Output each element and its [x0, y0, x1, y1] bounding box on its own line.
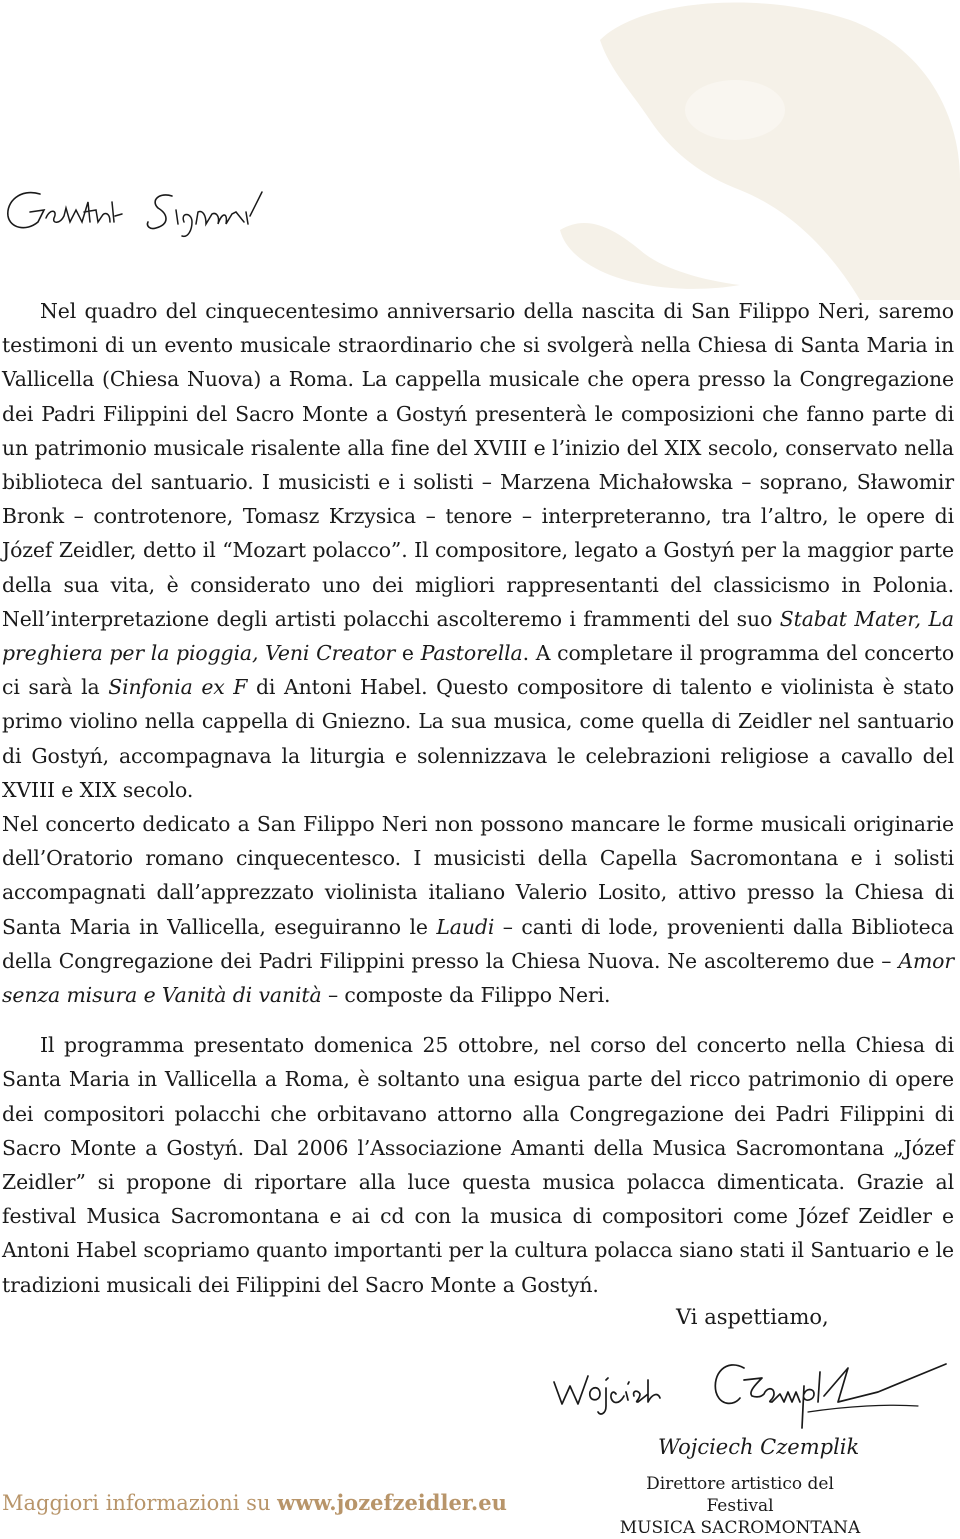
text-run: e — [395, 641, 421, 666]
text-run: – composte da Filippo Neri. — [321, 983, 611, 1008]
signer-name: Wojciech Czemplik — [658, 1435, 860, 1459]
letter-body — [2, 294, 954, 1302]
letter-paragraph-2 — [2, 807, 954, 1012]
signer-role — [610, 1473, 870, 1539]
handwritten-signature — [548, 1350, 948, 1430]
text-run: Amor senza misura e Vanità di vanità — [2, 948, 954, 1008]
text-run: Il programma presentato domenica 25 ottobre, nel corso del concerto nella Chiesa di Santa Maria in Vallicella a Roma, è soltanto una esigua parte del ricco patrimonio di opere dei compositori polacchi che orbitavano attorno alla Congregazione dei Padri Filippini di Sacro Monte a Gostyń. Dal 2006 l’Associazione Amanti della Musica Sacromontana „Józef Zeidler” si propone di riportare alla luce questa musica polacca dimenticata. Grazie al festival Musica Sacromontana e ai cd con la musica di compositori come Józef Zeidler e Antoni Habel scopriamo quanto importanti per la cultura polacca siano stati il Santuario e le tradizioni musicali dei Filippini del Sacro Monte a Gostyń. — [2, 1033, 954, 1297]
closing-line: Vi aspettiamo, — [676, 1305, 829, 1329]
website-link[interactable]: www.jozefzeidler.eu — [277, 1490, 507, 1515]
text-run: . A completare il programma del concerto ci sarà la — [2, 641, 954, 700]
text-run: – canti di lode, provenienti dalla Biblioteca della Congregazione dei Padri Filippini presso la Chiesa Nuova. Ne ascolteremo due – — [2, 914, 954, 973]
footer-prefix: Maggiori informazioni su — [2, 1491, 278, 1515]
signer-role-line-2: MUSICA SACROMONTANA — [619, 1518, 861, 1538]
footer-info — [2, 1490, 507, 1515]
text-run: di Antoni Habel. Questo compositore di talento e violinista è stato primo violino nella cappella di Gniezno. La sua musica, come quella di Zeidler nel santuario di Gostyń, accompagnava la liturgia e solennizzava le celebrazioni religiose a cavallo del XVIII e XIX secolo. — [2, 675, 954, 802]
text-run: Nel concerto dedicato a San Filippo Neri non possono mancare le forme musicali originarie dell’Oratorio romano cinquecentesco. I musicisti della Capella Sacromontana e i solisti accompagnati dall’apprezzato violinista italiano Valerio Losito, attivo presso la Chiesa di Santa Maria in Vallicella, eseguiranno le — [2, 812, 954, 939]
text-run: Pastorella — [420, 641, 523, 666]
signer-role-line-1: Direttore artistico del Festival — [646, 1474, 834, 1516]
handwritten-greeting — [0, 172, 380, 252]
letter-paragraph-3 — [2, 1028, 954, 1302]
text-run: Stabat Mater, La preghiera per la pioggia, Veni Creator — [2, 606, 954, 666]
decorative-portrait-watermark — [0, 0, 960, 300]
text-run: Sinfonia ex F — [108, 675, 248, 700]
letter-paragraph-1 — [2, 294, 954, 807]
text-run: Nel quadro del cinquecentesimo anniversario della nascita di San Filippo Neri, saremo testimoni di un evento musicale straordinario che si svolgerà nella Chiesa di Santa Maria in Vallicella (Chiesa Nuova) a Roma. La cappella musicale che opera presso la Congregazione dei Padri Filippini del Sacro Monte a Gostyń presenterà le composizioni che fanno parte di un patrimonio musicale risalente alla fine del XVIII e l’inizio del XIX secolo, conservato nella biblioteca del santuario. I musicisti e i solisti – Marzena Michałowska – soprano, Sławomir Bronk – controtenore, Tomasz Krzysica – tenore – interpreteranno, tra l’altro, le opere di Józef Zeidler, detto il “Mozart polacco”. Il compositore, legato a Gostyń per la maggior parte della sua vita, è considerato uno dei migliori rappresentanti del classicismo in Polonia. Nell’interpretazione degli artisti polacchi ascolteremo i frammenti del suo — [2, 299, 954, 631]
text-run: Laudi — [436, 914, 495, 939]
